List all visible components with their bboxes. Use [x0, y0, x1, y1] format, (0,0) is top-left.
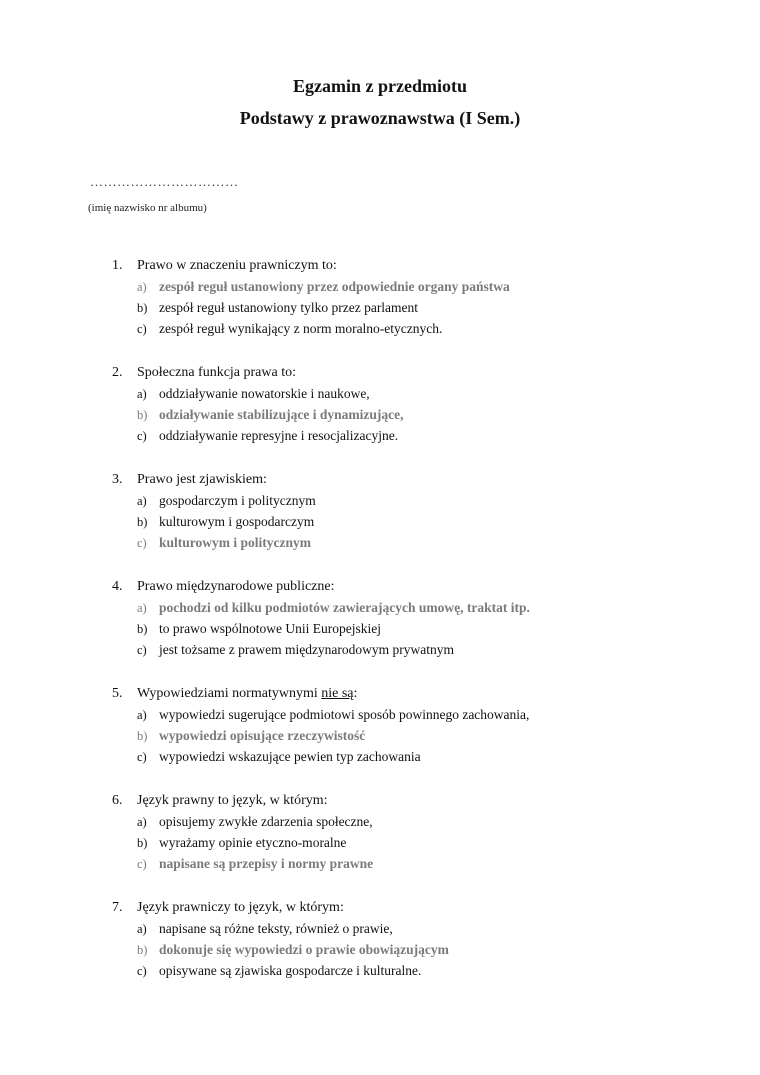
answer-text: kulturowym i gospodarczym	[159, 514, 315, 529]
answer-option[interactable]	[112, 835, 732, 856]
question-1	[112, 258, 732, 342]
question-text-negation: nie są	[321, 686, 354, 701]
answer-option-correct[interactable]	[112, 535, 732, 556]
answer-text: to prawo wspólnotowe Unii Europejskiej	[159, 621, 381, 636]
question-number: 1.	[112, 258, 123, 273]
answer-letter: c)	[137, 643, 147, 657]
student-name-caption: (imię nazwisko nr albumu)	[88, 202, 207, 214]
answer-letter: c)	[137, 857, 147, 871]
answer-letter: b)	[137, 836, 148, 850]
answer-list	[112, 921, 732, 984]
answer-text: wypowiedzi sugerujące podmiotowi sposób powinnego zachowania,	[159, 707, 530, 722]
answer-option-correct[interactable]	[112, 942, 732, 963]
question-2	[112, 365, 732, 449]
answer-letter: b)	[137, 301, 148, 315]
answer-option-correct[interactable]	[112, 728, 732, 749]
question-5	[112, 686, 732, 770]
course-title: Podstawy z prawoznawstwa (I Sem.)	[239, 108, 521, 128]
question-number: 6.	[112, 793, 123, 808]
answer-text: gospodarczym i politycznym	[159, 493, 316, 508]
answer-text: opisujemy zwykłe zdarzenia społeczne,	[159, 814, 373, 829]
answer-letter: b)	[137, 408, 148, 422]
answer-letter: a)	[137, 387, 147, 401]
answer-text: napisane są różne teksty, również o prawie,	[159, 921, 393, 936]
question-text: Społeczna funkcja prawa to:	[137, 365, 296, 380]
answer-letter: c)	[137, 429, 147, 443]
answer-option[interactable]	[112, 321, 732, 342]
answer-text: zespół reguł ustanowiony tylko przez parlament	[159, 300, 419, 315]
answer-text: dokonuje się wypowiedzi o prawie obowiązującym	[159, 942, 449, 957]
answer-text: napisane są przepisy i normy prawne	[159, 856, 374, 871]
answer-option[interactable]	[112, 300, 732, 321]
answer-text: kulturowym i politycznym	[159, 535, 312, 550]
answer-option-correct[interactable]	[112, 279, 732, 300]
answer-list	[112, 279, 732, 342]
answer-option-correct[interactable]	[112, 407, 732, 428]
question-text-start: Wypowiedziami normatywnymi	[137, 686, 322, 701]
answer-text: wypowiedzi wskazujące pewien typ zachowania	[159, 749, 421, 764]
answer-letter: b)	[137, 943, 148, 957]
answer-list	[112, 493, 732, 556]
answer-option[interactable]	[112, 642, 732, 663]
question-number: 2.	[112, 365, 123, 380]
answer-text: wypowiedzi opisujące rzeczywistość	[159, 728, 366, 743]
question-number: 5.	[112, 686, 123, 701]
answer-text: pochodzi od kilku podmiotów zawierających umowę, traktat itp.	[159, 600, 530, 615]
answer-option[interactable]	[112, 749, 732, 770]
answer-option[interactable]	[112, 814, 732, 835]
answer-text: zespół reguł wynikający z norm moralno-etycznych.	[159, 321, 443, 336]
question-3	[112, 472, 732, 556]
question-text	[137, 686, 357, 702]
question-list	[112, 258, 732, 1007]
question-6	[112, 793, 732, 877]
answer-list	[112, 707, 732, 770]
answer-letter: a)	[137, 280, 147, 294]
answer-option-correct[interactable]	[112, 600, 732, 621]
answer-option[interactable]	[112, 921, 732, 942]
answer-letter: c)	[137, 964, 147, 978]
answer-letter: b)	[137, 622, 148, 636]
answer-letter: a)	[137, 922, 147, 936]
answer-option[interactable]	[112, 707, 732, 728]
answer-letter: a)	[137, 708, 147, 722]
answer-text: jest tożsame z prawem międzynarodowym prywatnym	[159, 642, 455, 657]
answer-text: odziaływanie stabilizujące i dynamizujące,	[159, 407, 404, 422]
question-text-end: :	[353, 686, 358, 701]
answer-text: oddziaływanie nowatorskie i naukowe,	[159, 386, 370, 401]
question-text: Prawo międzynarodowe publiczne:	[137, 579, 335, 594]
answer-text: oddziaływanie represyjne i resocjalizacyjne.	[159, 428, 399, 443]
question-4	[112, 579, 732, 663]
answer-option[interactable]	[112, 386, 732, 407]
answer-option[interactable]	[112, 963, 732, 984]
answer-letter: b)	[137, 729, 148, 743]
question-7	[112, 900, 732, 984]
question-text: Prawo w znaczeniu prawniczym to:	[137, 258, 337, 273]
answer-letter: a)	[137, 815, 147, 829]
answer-list	[112, 386, 732, 449]
answer-list	[112, 814, 732, 877]
question-number: 4.	[112, 579, 123, 594]
question-text: Język prawny to język, w którym:	[137, 793, 328, 808]
answer-letter: c)	[137, 750, 147, 764]
answer-letter: c)	[137, 536, 147, 550]
student-name-field[interactable]: ……………………………	[90, 174, 239, 189]
exam-title: Egzamin z przedmiotu	[293, 76, 467, 96]
question-text: Język prawniczy to język, w którym:	[137, 900, 344, 915]
answer-text: opisywane są zjawiska gospodarcze i kulturalne.	[159, 963, 422, 978]
answer-option[interactable]	[112, 514, 732, 535]
question-number: 7.	[112, 900, 123, 915]
answer-option[interactable]	[112, 428, 732, 449]
answer-text: wyrażamy opinie etyczno-moralne	[159, 835, 347, 850]
answer-letter: a)	[137, 494, 147, 508]
answer-option[interactable]	[112, 493, 732, 514]
answer-letter: b)	[137, 515, 148, 529]
question-text: Prawo jest zjawiskiem:	[137, 472, 267, 487]
answer-list	[112, 600, 732, 663]
answer-text: zespół reguł ustanowiony przez odpowiednie organy państwa	[159, 279, 510, 294]
question-number: 3.	[112, 472, 123, 487]
answer-option[interactable]	[112, 621, 732, 642]
answer-letter: c)	[137, 322, 147, 336]
answer-option-correct[interactable]	[112, 856, 732, 877]
answer-letter: a)	[137, 601, 147, 615]
